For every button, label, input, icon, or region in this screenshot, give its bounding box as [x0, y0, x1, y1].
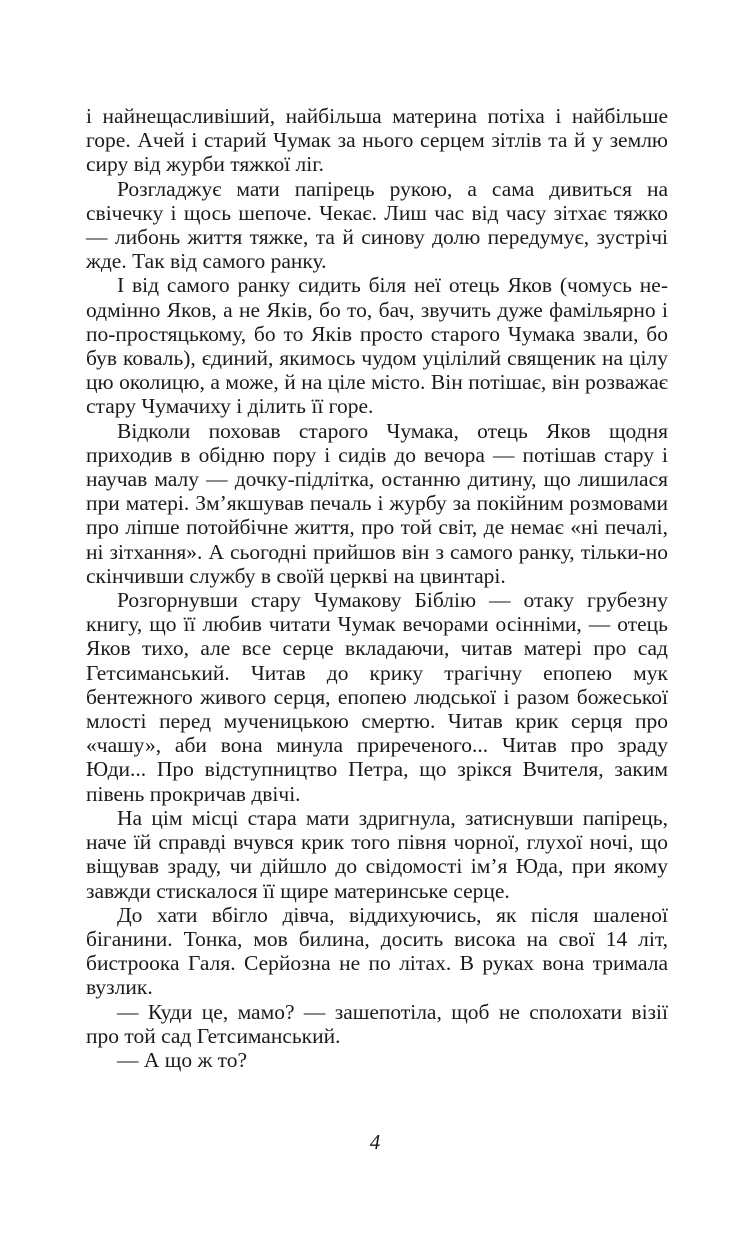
dialogue-line: — Куди це, мамо? — зашепотіла, щоб не сполохати візії про той сад Гетсиманський.	[86, 999, 668, 1048]
paragraph: Розгорнувши стару Чумакову Біблію — отаку грубезну книгу, що її любив читати Чумак вечорами осінніми, — отець Яков тихо, але все серце вкладаючи, читав матері про сад Гетсиманський. Читав до крику трагічну епопею мук бентежного живого серця, епопею людської і разом божеської млості перед мученицькою смертю. Читав крик серця про «чашу», аби вона минула приреченого... Читав про зраду Юди... Про відступництво Петра, що зрікся Вчителя, заким півень прокричав двічі.	[86, 588, 668, 806]
paragraph: Відколи поховав старого Чумака, отець Яков щодня приходив в обідню пору і сидів до вечора — потішав стару і научав малу — дочку-підлітка, останню дитину, що лишилася при матері. Зм’якшував печаль і журбу за покійним розмовами про ліпше потойбічне життя, про той світ, де немає «ні печалі, ні зітхання». А сьогодні прийшов він з самого ранку, тільки-но скінчивши службу в своїй церкві на цвинтарі.	[86, 418, 668, 588]
paragraph: І від самого ранку сидить біля неї отець Яков (чомусь неодмінно Яков, а не Яків, бо то, бач, звучить дуже фамільярно і по-простяцькому, бо то Яків просто старого Чумака звали, бо був коваль), єдиний, якимось чудом уцілілий священик на цілу цю околицю, а може, й на ціле місто. Він потішає, він розважає стару Чумачиху і ділить її горе.	[86, 273, 668, 419]
page-text	[86, 104, 668, 1072]
paragraph: Розгладжує мати папірець рукою, а сама дивиться на свічечку і щось шепоче. Чекає. Лиш час від часу зітхає тяжко — либонь життя тяжке, та й синову долю передумує, зустрічі жде. Так від самого ранку.	[86, 176, 668, 274]
paragraph: На цім місці стара мати здригнула, затиснувши папірець, наче їй справді вчувся крик того півня чорної, глухої ночі, що віщував зраду, чи дійшло до свідомості ім’я Юда, при якому завжди стискалося її щире материнське серце.	[86, 805, 668, 903]
paragraph: До хати вбігло дівча, віддихуючись, як після шаленої біганини. Тонка, мов билина, досить висока на свої 14 літ, бистроока Галя. Серйозна не по літах. В руках вона тримала вузлик.	[86, 902, 668, 1000]
paragraph: і найнещасливіший, найбільша материна потіха і найбільше горе. Ачей і старий Чумак за нього серцем зітлів та й у землю сиру від журби тяжкої ліг.	[86, 104, 668, 177]
page-number: 4	[369, 1130, 381, 1154]
dialogue-line: — А що ж то?	[117, 1047, 248, 1072]
